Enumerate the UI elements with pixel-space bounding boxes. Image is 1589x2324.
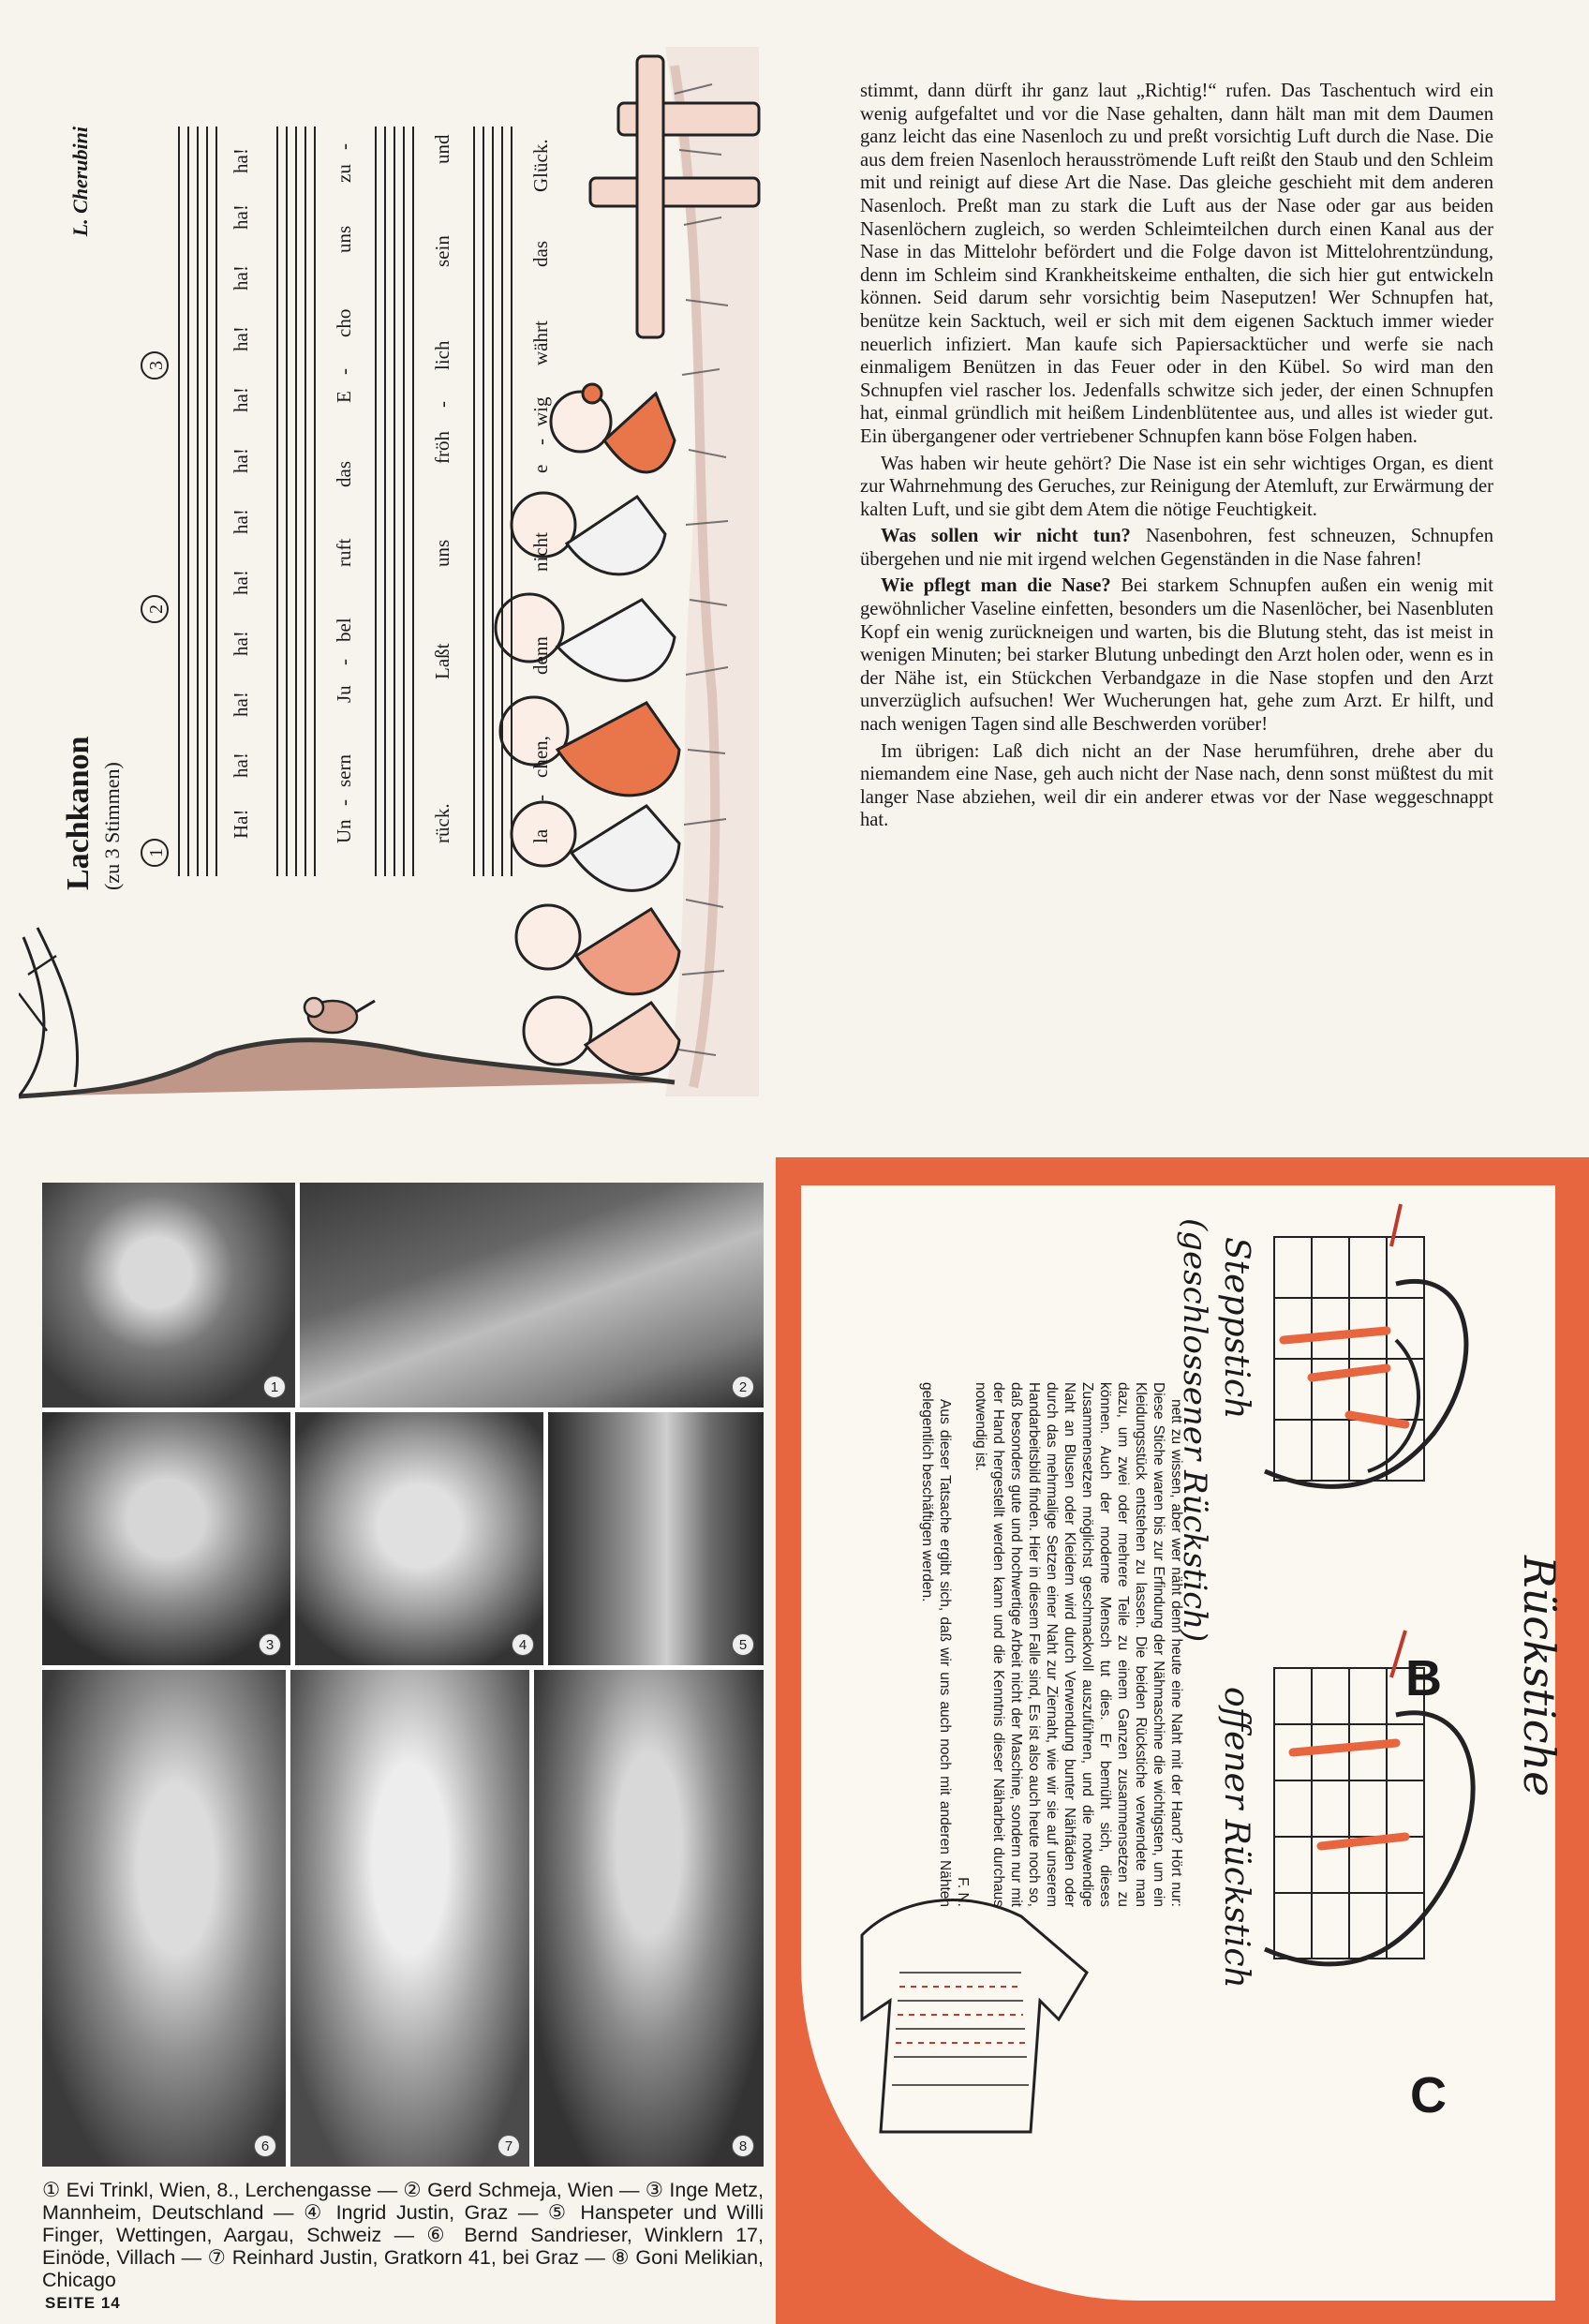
article-paragraph-q2: Wie pflegt man die Nase? Bei starkem Schnupfen außen ein wenig mit gewöhnlicher Vaseline einfetten, besonders um die Nasenlöcher, bei Nasenbluten Kopf ein wenig zurückneigen und warten, bis die Blutung steht, das ist meist in wenigen Minuten; bei starker Blutung unbedingt den Arzt holen oder, wenn es in der Nähe ist, ein Stückchen Verbandgaze in die Nase stopfen und den Arzt unverzüglich aufsuchen! Wer Wucherungen hat, gehe zum Arzt. Er hilft, und nach wenigen Tagen sind alle Beschwerden vorüber! [860,575,1493,736]
lyrics-line-1: Ha! ha! ha! ha! ha! ha! ha! ha! ha! ha! ha! ha! [230,148,252,839]
diagram-letter-c: C [1410,2067,1447,2123]
blouse-drawing [824,1879,1115,2169]
music-staff [276,127,316,876]
steppstich-sublabel: (geschlossener Rückstich) [1176,1218,1213,1643]
article-text [860,80,1493,836]
music-staff [178,127,217,876]
lyrics-line-3: rück. Laßt uns fröh - lich sein und [431,134,453,843]
photo-1: 1 [42,1183,295,1408]
photo-7: 7 [290,1670,529,2167]
article-paragraph: stimmt, dann dürft ihr ganz laut „Richtig!“ rufen. Das Taschentuch wird ein wenig aufgefaltet und vor die Nase gehalten, dann hält man mit dem Daumen ganz leicht das eine Nasenloch zu und preßt vorsichtig Luft durch die Nase. Die aus dem freien Nasenloch herausströmende Luft reißt den Staub und den Schleim mit und reinigt auf diese Art die Nase. Das gleiche geschieht mit dem anderen Nasenloch. Preßt man zu stark die Luft aus der Nase oder gar aus beiden Nasenlöchern zugleich, so werden Schleimteilchen durch einen Kanal aus der Nase in das Mittelohr befördert und die Folge davon ist Mittelohrentzündung, denn im Schleim sind Krankheitskeime enthalten, die sich hier gut entwickeln können. Seid darum sehr vorsichtig beim Naseputzen! Wer Schnupfen hat, benütze kein Sacktuch, weil er sich mit dem eigenen Sacktuch immer wieder neuerlich infiziert. Man kaufe sich Papiersacktücher und werfe sie nach einmaligem Benützen in das Feuer oder in den Kübel. So wird man den Schnupfen viel rascher los. Jedenfalls schwitze sich jeder, der einen Schnupfen hat, einmal gründlich mit heißem Lindenblütentee aus, und alles ist wieder gut. Ein übergangener oder vertriebener Schnupfen kann böse Folgen haben. [860,81,1493,447]
child-drawing [524,997,679,1074]
page-number: SEITE 14 [45,2294,121,2312]
song-composer: L. Cherubini [68,127,92,237]
voice-mark-3: 3 [141,351,169,380]
voice-mark-2: 2 [141,595,169,623]
lachkanon-score [52,117,576,904]
lyrics-line-2: Un - sern Ju - bel ruft das E - cho uns zu - [333,143,355,843]
diagram-letter-b: B [1405,1650,1442,1706]
article-paragraph: Was haben wir heute gehört? Die Nase ist ein sehr wichtiges Organ, es dient zur Wahrnehmung des Geruches, zur Reinigung der Atemluft, zur Erwärmung der kalten Luft, und sie gibt dem Atem die nötige Feuchtigkeit. [860,453,1493,520]
child-drawing [516,905,679,994]
article-paragraph: Im übrigen: Laß dich nicht an der Nase herumführen, drehe aber du niemandem eine Nase, geh auch nicht der Nase nach, denn sonst müßtest du mit langer Nase abziehen, weil dir ein anderer etwas vor der Nase weggeschnappt hat. [860,740,1493,831]
offener-rueckstich-label: offener Rückstich [1217,1687,1255,1989]
stitch-heading: Rückstiche [1514,1556,1565,1797]
stitch-article [717,1382,1185,1907]
stitch-paragraph: Aus dieser Tatsache ergibt sich, daß wir uns auch noch mit anderen Nähten gelegentlich beschäftigen werden. [919,1382,953,1907]
music-staff [473,127,512,876]
song-subtitle: (zu 3 Stimmen) [100,762,124,890]
photo-2: 2 [300,1183,764,1408]
stitch-signature: F. N. [955,1877,971,1907]
photo-caption: ① Evi Trinkl, Wien, 8., Lerchengasse — ② Gerd Schmeja, Wien — ③ Inge Metz, Mannheim, Deutschland — ④ Ingrid Justin, Graz — ⑤ Hanspeter und Willi Finger, Wettingen, Aargau, Schweiz — ⑥ Bernd Sandrieser, Winklern 17, Einöde, Villach — ⑦ Reinhard Justin, Gratkorn 41, bei Graz — ⑧ Goni Melikian, Chicago [42,2179,764,2291]
bird-drawing [304,998,375,1033]
photo-collage [42,1183,764,2167]
photo-3: 3 [42,1412,290,1665]
question-heading: Was sollen wir nicht tun? [881,526,1131,547]
photo-5: 5 [548,1412,764,1665]
photo-6: 6 [42,1670,286,2167]
steppstich-grid [1274,1237,1424,1481]
photo-4: 4 [295,1412,543,1665]
song-title: Lachkanon [61,736,96,890]
voice-mark-1: 1 [141,839,169,867]
lyrics-line-4: la - chen, denn nicht e - wig währt das Glück. [529,139,552,843]
article-paragraph-q1: Was sollen wir nicht tun? Nasenbohren, fest schneuzen, Schnupfen übergehen und nie mit irgend welchen Gegenständen in die Nase fahren! [860,526,1493,570]
stitch-paragraph: nett zu wissen, aber wer näht denn heute eine Naht mit der Hand? Hört nur: Diese Stiche waren bis zur Erfindung der Nähmaschine die wichtigsten, um ein Kleidungsstück entstehen zu lassen. Die beiden Rückstiche verwendete man dazu, um zwei oder mehrere Teile zu einem Ganzen zusammensetzen zu können. Auch der moderne Mensch tut dies. Er bemüht sich, dieses Zusammensetzen möglichst geschmackvoll auszuführen, und die notwendige Naht an Blusen oder Kleidern wird durch Verwendung bunter Nähfäden oder durch das mehrmalige Setzen einer Naht zur Ziernaht, wie wir sie auf unserem Handarbeitsbild finden. Hier in diesem Falle sind, Es ist also auch heute noch so, daß besonders gute und hochwertige Arbeit nicht der Maschine, sondern nur mit der Hand hergestellt werden kann und die Kenntnis dieser Näharbeit durchaus notwendig ist. [973,1382,1184,1907]
music-staff [375,127,414,876]
question-heading: Wie pflegt man die Nase? [881,575,1111,597]
photo-8: 8 [534,1670,764,2167]
steppstich-label: Steppstich [1217,1237,1255,1420]
